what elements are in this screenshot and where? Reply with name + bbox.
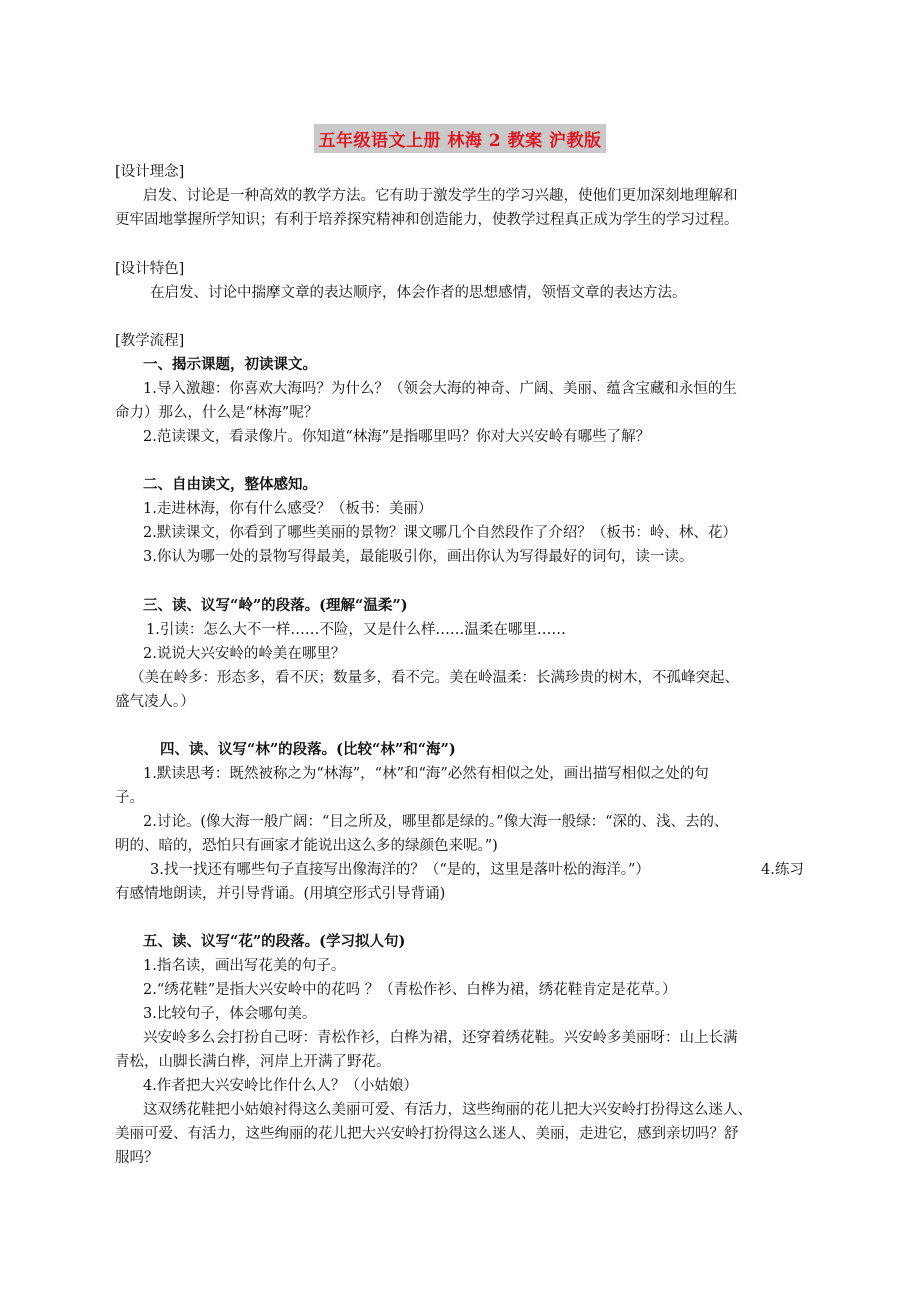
paragraph-line: 3.找一找还有哪些句子直接写出像海洋的？（“是的，这里是落叶松的海洋。”） [150,862,650,878]
paragraph-line: 1.走进林海，你有什么感受？（板书：美丽） [143,501,433,517]
paragraph-line: 明的、暗的，恐怕只有画家才能说出这么多的绿颜色来呢。”) [115,838,498,854]
paragraph-line: 2.“绣花鞋”是指大兴安岭中的花吗 ？（青松作衫、白桦为裙，绣花鞋肯定是花草。） [143,982,677,998]
paragraph-line: 启发、讨论是一种高效的教学方法。它有助于激发学生的学习兴趣，使他们更加深刻地理解和 [143,188,738,204]
section-heading-design-concept: [设计理念] [115,164,185,180]
paragraph-line: （美在岭多：形态多，看不厌；数量多，看不完。美在岭温柔：长满珍贵的树木，不孤峰突起、 [130,670,739,686]
paragraph-line: 1.导入激趣：你喜欢大海吗？为什么？（领会大海的神奇、广阔、美丽、蕴含宝藏和永恒的生 [143,381,737,397]
paragraph-line: 3.比较句子，体会哪句美。 [143,1006,317,1022]
paragraph-line: 盛气凌人。） [115,694,195,710]
paragraph-line: 子。 [115,790,144,806]
paragraph-line: 2.说说大兴安岭的岭美在哪里？ [143,646,346,662]
paragraph-line: 这双绣花鞋把小姑娘衬得这么美丽可爱、有活力，这些绚丽的花儿把大兴安岭打扮得这么迷人、 [143,1102,752,1118]
paragraph-line: 1.默读思考：既然被称之为“林海”，“林”和“海”必然有相似之处，画出描写相似之处的句 [143,766,709,782]
step-heading-2: 二、自由读文，整体感知。 [143,476,317,493]
section-heading-teaching-flow: [教学流程] [115,333,185,349]
paragraph-line: 4.作者把大兴安岭比作什么人？（小姑娘） [143,1078,418,1094]
paragraph-line: 1.指名读，画出写花美的句子。 [143,958,346,974]
paragraph-line: 2.讨论。(像大海一般广阔：“目之所及，哪里都是绿的。”像大海一般绿：“深的、浅、去的、 [143,814,729,830]
title-row [0,124,920,153]
paragraph-line: 有感情地朗读，并引导背诵。(用填空形式引导背诵) [115,886,446,902]
paragraph-line: 2.范读课文，看录像片。你知道“林海”是指哪里吗？你对大兴安岭有哪些了解？ [143,429,651,445]
paragraph-line: 4.练习 [761,862,804,878]
step-heading-5: 五、读、议写“花”的段落。(学习拟人句) [143,933,406,950]
paragraph-line: 青松，山脚长满白桦，河岸上开满了野花。 [115,1054,391,1070]
paragraph-line: 美丽可爱、有活力，这些绚丽的花儿把大兴安岭打扮得这么迷人、美丽，走进它，感到亲切吗？舒 [115,1126,739,1142]
paragraph-line: 更牢固地掌握所学知识；有利于培养探究精神和创造能力，使教学过程真正成为学生的学习过程。 [115,212,739,228]
paragraph-line: 命力）那么，什么是“林海”呢？ [115,405,319,421]
paragraph-line: 服吗？ [115,1150,159,1166]
paragraph-line: 兴安岭多么会打扮自己呀：青松作衫，白桦为裙，还穿着绣花鞋。兴安岭多美丽呀：山上长满 [143,1030,738,1046]
document-title: 五年级语文上册 林海 2 教案 沪教版 [314,124,605,153]
paragraph-line: 3.你认为哪一处的景物写得最美，最能吸引你，画出你认为写得最好的词句，读一读。 [143,549,694,565]
section-heading-design-feature: [设计特色] [115,261,185,277]
paragraph-line: 1.引读：怎么大不一样……不险，又是什么样……温柔在哪里…… [146,622,566,638]
step-heading-1: 一、揭示课题，初读课文。 [143,356,317,373]
paragraph-line: 2.默读课文，你看到了哪些美丽的景物？课文哪几个自然段作了介绍？（板书：岭、林、花） [143,525,737,541]
paragraph-line: 在启发、讨论中揣摩文章的表达顺序，体会作者的思想感情，领悟文章的表达方法。 [150,285,687,301]
step-heading-4: 四、读、议写“林”的段落。(比较“林”和“海”) [160,741,456,758]
step-heading-3: 三、读、议写“岭”的段落。(理解“温柔”) [143,597,408,614]
